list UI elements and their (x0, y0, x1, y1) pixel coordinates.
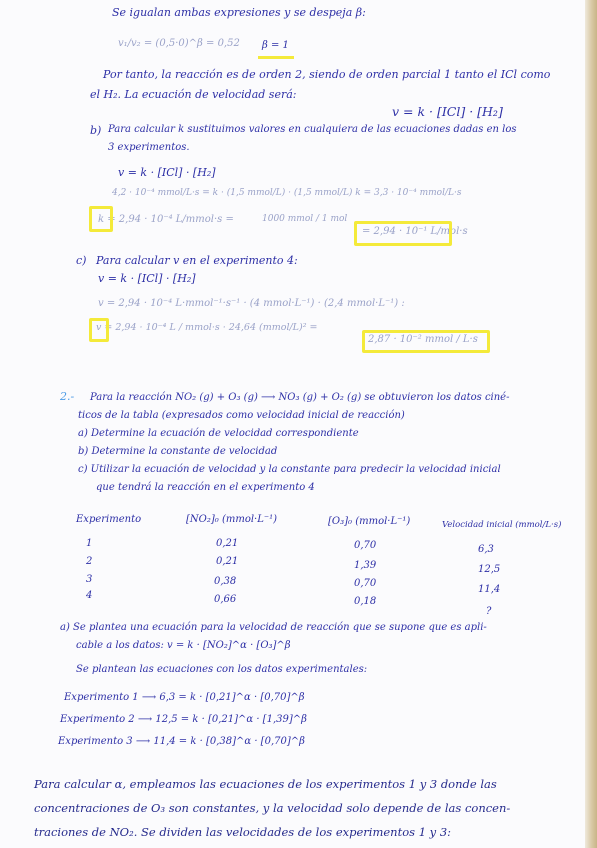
paragraph-line: el H₂. La ecuación de velocidad será: (90, 88, 297, 101)
part-b-k-value: k = 2,94 · 10⁻⁴ L/mmol·s = (98, 214, 234, 225)
table-cell: 3 (86, 574, 93, 585)
table-cell: 6,3 (478, 544, 494, 555)
problem-item-c: que tendrá la reacción en el experimento 4 (96, 482, 315, 493)
problem-number: 2.- (60, 390, 75, 403)
part-c-equation: v = k · [ICl] · [H₂] (98, 272, 196, 285)
part-b-text: 3 experimentos. (108, 142, 190, 153)
table-cell: 0,70 (354, 540, 377, 551)
part-b-conversion: 1000 mmol / 1 mol (262, 214, 348, 224)
ratio-equation: v₁/v₂ = (0,5·0)^β = 0,52 (118, 38, 240, 49)
part-c-label: c) (76, 254, 87, 267)
part-b-substitution: 4,2 · 10⁻⁴ mmol/L·s = k · (1,5 mmol/L) · (1,5 mmol/L) k = 3,3 · 10⁻⁴ mmol/L·s (112, 188, 462, 198)
highlight-box (362, 330, 490, 353)
table-header: Experimento (76, 514, 142, 525)
experiment-equation: Experimento 1 ⟶ 6,3 = k · [0,21]^α · [0,70]^β (64, 692, 305, 703)
problem-item-c: c) Utilizar la ecuación de velocidad y la constante para predecir la velocidad inicial (78, 464, 501, 475)
table-cell: 0,21 (216, 556, 239, 567)
table-cell: 12,5 (478, 564, 501, 575)
table-header: [O₃]₀ (mmol·L⁻¹) (328, 516, 411, 527)
part-b-label: b) (90, 124, 102, 137)
table-header: Velocidad inicial (mmol/L·s) (442, 520, 562, 530)
part-c-answer: 2,87 · 10⁻² mmol / L·s (368, 334, 478, 345)
answer-a-text: Se plantean las ecuaciones con los datos experimentales: (76, 664, 368, 675)
table-cell: 0,38 (214, 576, 237, 587)
answer-a-text: a) Se plantea una ecuación para la velocidad de reacción que se supone que es apli- (60, 622, 487, 633)
problem-text: ticos de la tabla (expresados como velocidad inicial de reacción) (78, 410, 405, 421)
table-cell: 0,66 (214, 594, 237, 605)
table-cell: ? (486, 606, 492, 617)
table-cell: 0,21 (216, 538, 239, 549)
part-c-substitution: v = 2,94 · 10⁻⁴ L·mmol⁻¹·s⁻¹ · (4 mmol·L⁻¹) · (2,4 mmol·L⁻¹) : (98, 298, 405, 309)
table-cell: 11,4 (478, 584, 501, 595)
problem-text: Para la reacción NO₂ (g) + O₃ (g) ⟶ NO₃ (g) + O₂ (g) se obtuvieron los datos ciné- (90, 392, 510, 403)
table-cell: 0,18 (354, 596, 377, 607)
part-b-equation: v = k · [ICl] · [H₂] (118, 166, 216, 179)
closing-line: traciones de NO₂. Se dividen las velocidades de los experimentos 1 y 3: (34, 825, 452, 839)
table-cell: 4 (86, 590, 93, 601)
intro-line: Se igualan ambas expresiones y se despeja β: (112, 6, 366, 19)
page-edge (585, 0, 597, 848)
highlight-box (354, 221, 452, 246)
paragraph-line: Por tanto, la reacción es de orden 2, siendo de orden parcial 1 tanto el ICl como (103, 68, 551, 81)
experiment-equation: Experimento 3 ⟶ 11,4 = k · [0,38]^α · [0,70]^β (58, 736, 305, 747)
highlight-box (89, 318, 109, 342)
closing-line: concentraciones de O₃ son constantes, y la velocidad solo depende de las concen- (34, 801, 511, 815)
table-cell: 2 (86, 556, 93, 567)
table-cell: 1,39 (354, 560, 377, 571)
part-b-text: Para calcular k sustituimos valores en cualquiera de las ecuaciones dadas en los (108, 124, 517, 135)
highlight-box (89, 206, 113, 232)
experiment-equation: Experimento 2 ⟶ 12,5 = k · [0,21]^α · [1,39]^β (60, 714, 307, 725)
part-b-k-result: = 2,94 · 10⁻¹ L/mol·s (362, 226, 468, 237)
answer-a-text: cable a los datos: v = k · [NO₂]^α · [O₃]^β (76, 640, 291, 651)
rate-law: v = k · [ICl] · [H₂] (392, 104, 503, 119)
table-cell: 1 (86, 538, 93, 549)
table-cell: 0,70 (354, 578, 377, 589)
part-c-calculation: v = 2,94 · 10⁻⁴ L / mmol·s · 24,64 (mmol/L)² = (96, 322, 318, 333)
problem-item-b: b) Determine la constante de velocidad (78, 446, 278, 457)
highlight-underline (258, 56, 294, 59)
closing-line: Para calcular α, empleamos las ecuaciones de los experimentos 1 y 3 donde las (34, 777, 497, 791)
beta-result: β = 1 (262, 40, 289, 51)
problem-item-a: a) Determine la ecuación de velocidad correspondiente (78, 428, 359, 439)
table-header: [NO₂]₀ (mmol·L⁻¹) (186, 514, 278, 525)
part-c-text: Para calcular v en el experimento 4: (96, 254, 298, 267)
